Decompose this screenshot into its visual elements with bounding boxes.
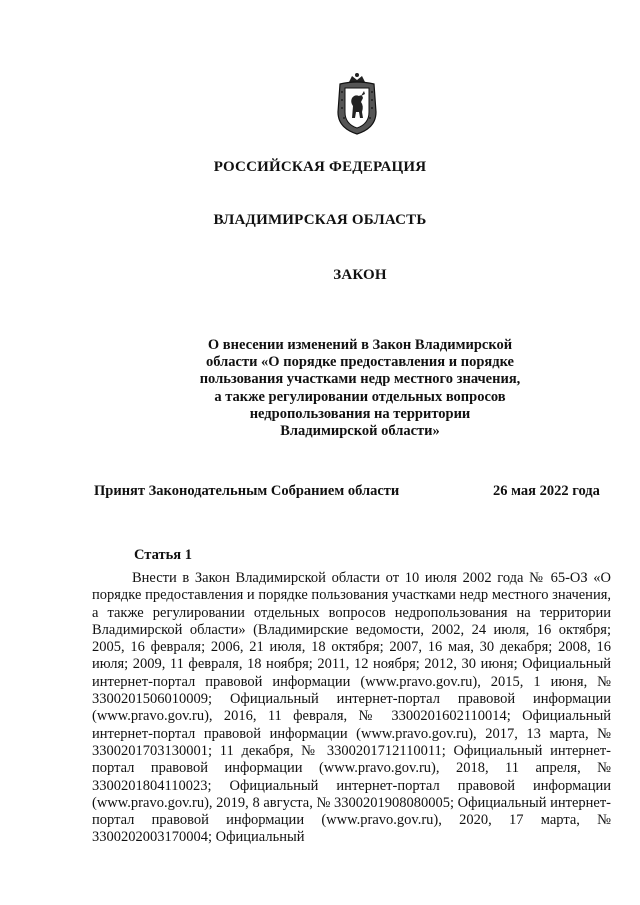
law-title-line: недропользования на территории bbox=[249, 405, 471, 422]
country-heading: РОССИЙСКАЯ ФЕДЕРАЦИЯ bbox=[213, 159, 427, 175]
region-heading: ВЛАДИМИРСКАЯ ОБЛАСТЬ bbox=[213, 212, 427, 228]
article-heading: Статья 1 bbox=[134, 547, 192, 563]
law-title-line: области «О порядке предоставления и порядке bbox=[206, 354, 514, 371]
article-body: Внести в Закон Владимирской области от 10 июля 2002 года № 65-ОЗ «О порядке предоставления и порядке пользования участками недр местного значения, а также регулировании отдельных вопросов недропользования на территории Владимирской области» (Владимирские ведомости, 2002, 24 июля, 16 октября; 2005, 16 февраля; 2006, 21 июля, 18 октября; 2007, 16 мая, 30 декабря; 2008, 16 июля; 2009, 11 февраля, 18 ноября; 2011, 12 ноября; 2012, 30 июня; Официальный интернет-портал правовой информации (www.pravo.gov.ru), 2015, 1 июня, № 3300201506010009; Официальный интернет-портал правовой информации (www.pravo.gov.ru), 2016, 11 февраля, № 3300201602110014; Официальный интернет-портал правовой информации (www.pravo.gov.ru), 2017, 13 марта, № 3300201703130001; 11 декабря, № 3300201712110011; Официальный интернет-портал правовой информации (www.pravo.gov.ru), 2018, 11 апреля, № 3300201804110023; Официальный интернет-портал правовой информации (www.pravo.gov.ru), 2019, 8 августа, № 3300201908080005; Официальный интернет-портал правовой информации (www.pravo.gov.ru), 2020, 17 марта, № 3300202003170004; Официальный bbox=[92, 570, 611, 846]
law-title bbox=[160, 337, 560, 440]
law-title-line: пользования участками недр местного значения, bbox=[199, 371, 521, 388]
adopted-by: Принят Законодательным Собранием области bbox=[94, 483, 400, 499]
doc-type-heading: ЗАКОН bbox=[333, 267, 387, 283]
coat-of-arms-emblem bbox=[332, 72, 382, 136]
law-title-line: а также регулировании отдельных вопросов bbox=[214, 388, 506, 405]
adoption-date: 26 мая 2022 года bbox=[493, 483, 600, 499]
law-title-line: О внесении изменений в Закон Владимирской bbox=[207, 337, 513, 353]
law-title-line: Владимирской области» bbox=[280, 423, 440, 440]
